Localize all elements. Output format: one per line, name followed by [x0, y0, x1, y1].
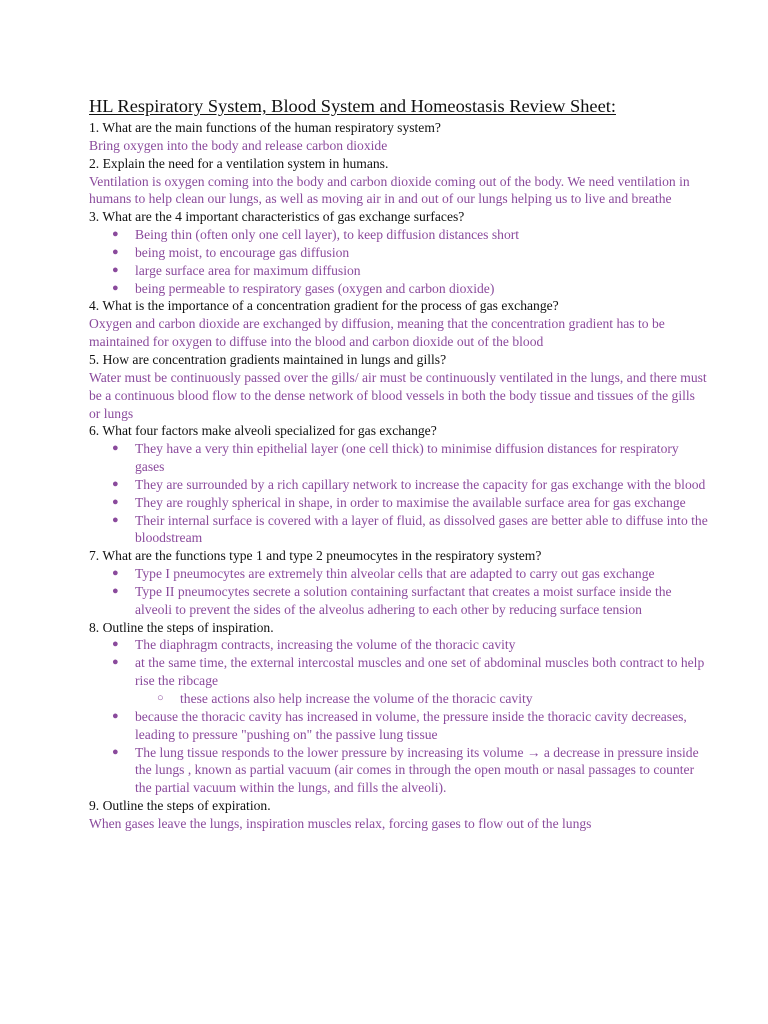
list-item-text: The lung tissue responds to the lower pressure by increasing its volume → a decrease in pressure inside the lungs , known as partial vacuum (air comes in through the open mouth or nasal passages to counter the partial vacuum within the lungs, and fills the alveoli). [135, 744, 699, 796]
list-item-text: Type II pneumocytes secrete a solution containing surfactant that creates a moist surface inside the alveoli to prevent the sides of the alveolus adhering to each other by reducing surface tension [135, 583, 672, 617]
bullet-icon: ● [112, 638, 119, 651]
bullet-icon: ● [112, 567, 119, 580]
answer-2: Ventilation is oxygen coming into the body and carbon dioxide coming out of the body. We need ventilation in humans to help clean our lungs, as well as moving air in and out of our lungs helping us to live and breathe [89, 173, 690, 207]
answer-6-list [89, 440, 708, 547]
bullet-icon: ● [112, 584, 119, 597]
list-item [112, 476, 708, 494]
question-1: 1. What are the main functions of the human respiratory system? [89, 120, 441, 135]
question-6: 6. What four factors make alveoli specialized for gas exchange? [89, 423, 437, 439]
list-item [112, 226, 708, 244]
list-item [112, 583, 708, 619]
list-item-text: They are roughly spherical in shape, in order to maximise the available surface area for gas exchange [135, 494, 686, 510]
bullet-icon: ● [112, 281, 119, 294]
bullet-icon: ● [112, 442, 119, 455]
bullet-icon: ● [112, 245, 119, 258]
bullet-icon: ● [112, 228, 119, 241]
bullet-icon: ● [112, 495, 119, 508]
list-item-text: large surface area for maximum diffusion [135, 262, 361, 278]
list-item-text: being moist, to encourage gas diffusion [135, 244, 350, 260]
answer-1: Bring oxygen into the body and release carbon dioxide [89, 137, 388, 153]
bullet-icon: ● [112, 477, 119, 490]
question-5: 5. How are concentration gradients maintained in lungs and gills? [89, 351, 447, 367]
answer-5: Water must be continuously passed over the gills/ air must be continuously ventilated in the lungs, and there must be a continuous blood flow to the dense network of blood vessels in both the body tissue and tissues of the gills or lungs [89, 369, 707, 421]
question-4: 4. What is the importance of a concentration gradient for the process of gas exchange? [89, 298, 559, 314]
list-item [112, 512, 708, 548]
list-item [112, 565, 708, 583]
list-item [112, 708, 708, 744]
page-title: HL Respiratory System, Blood System and Homeostasis Review Sheet: [89, 96, 616, 116]
list-item [112, 280, 708, 298]
list-item-text: at the same time, the external intercostal muscles and one set of abdominal muscles both contract to help rise the ribcage [135, 655, 705, 689]
list-item-text: The diaphragm contracts, increasing the volume of the thoracic cavity [135, 637, 516, 653]
list-item [112, 440, 708, 476]
list-item [112, 262, 708, 280]
bullet-icon: ● [112, 513, 119, 526]
list-item [112, 494, 708, 512]
question-7: 7. What are the functions type 1 and type 2 pneumocytes in the respiratory system? [89, 548, 542, 564]
question-8: 8. Outline the steps of inspiration. [89, 619, 274, 635]
hollow-bullet-icon: ○ [157, 692, 164, 704]
list-item-text: They have a very thin epithelial layer (one cell thick) to minimise diffusion distances for respiratory gases [135, 441, 679, 475]
list-item-text: being permeable to respiratory gases (oxygen and carbon dioxide) [135, 280, 495, 296]
list-item-text: They are surrounded by a rich capillary network to increase the capacity for gas exchange with the blood [135, 476, 706, 492]
list-item-text: Type I pneumocytes are extremely thin alveolar cells that are adapted to carry out gas exchange [135, 566, 655, 582]
bullet-icon: ● [112, 745, 119, 758]
answer-4: Oxygen and carbon dioxide are exchanged by diffusion, meaning that the concentration gradient has to be maintained for oxygen to diffuse into the blood and carbon dioxide out of the blood [89, 316, 665, 350]
question-2: 2. Explain the need for a ventilation system in humans. [89, 155, 389, 171]
answer-3-list [89, 226, 708, 297]
list-item [112, 636, 708, 654]
sub-list-item-text: these actions also help increase the volume of the thoracic cavity [180, 691, 533, 706]
question-3: 3. What are the 4 important characteristics of gas exchange surfaces? [89, 209, 465, 225]
sub-list-item [157, 690, 708, 708]
answer-9: When gases leave the lungs, inspiration muscles relax, forcing gases to flow out of the lungs [89, 815, 592, 831]
question-9: 9. Outline the steps of expiration. [89, 798, 271, 814]
list-item [112, 744, 708, 798]
bullet-icon: ● [112, 263, 119, 276]
list-item-text: Being thin (often only one cell layer), to keep diffusion distances short [135, 227, 520, 243]
bullet-icon: ● [112, 656, 119, 669]
answer-8-list [89, 636, 708, 797]
list-item [112, 654, 708, 708]
list-item-text: because the thoracic cavity has increased in volume, the pressure inside the thoracic cavity decreases, leading to pressure "pushing on" the passive lung tissue [135, 708, 687, 742]
list-item [112, 244, 708, 262]
bullet-icon: ● [112, 709, 119, 722]
sub-list [135, 690, 708, 708]
answer-7-list [89, 565, 708, 619]
list-item-text: Their internal surface is covered with a layer of fluid, as dissolved gases are better able to diffuse into the bloodstream [135, 512, 708, 546]
